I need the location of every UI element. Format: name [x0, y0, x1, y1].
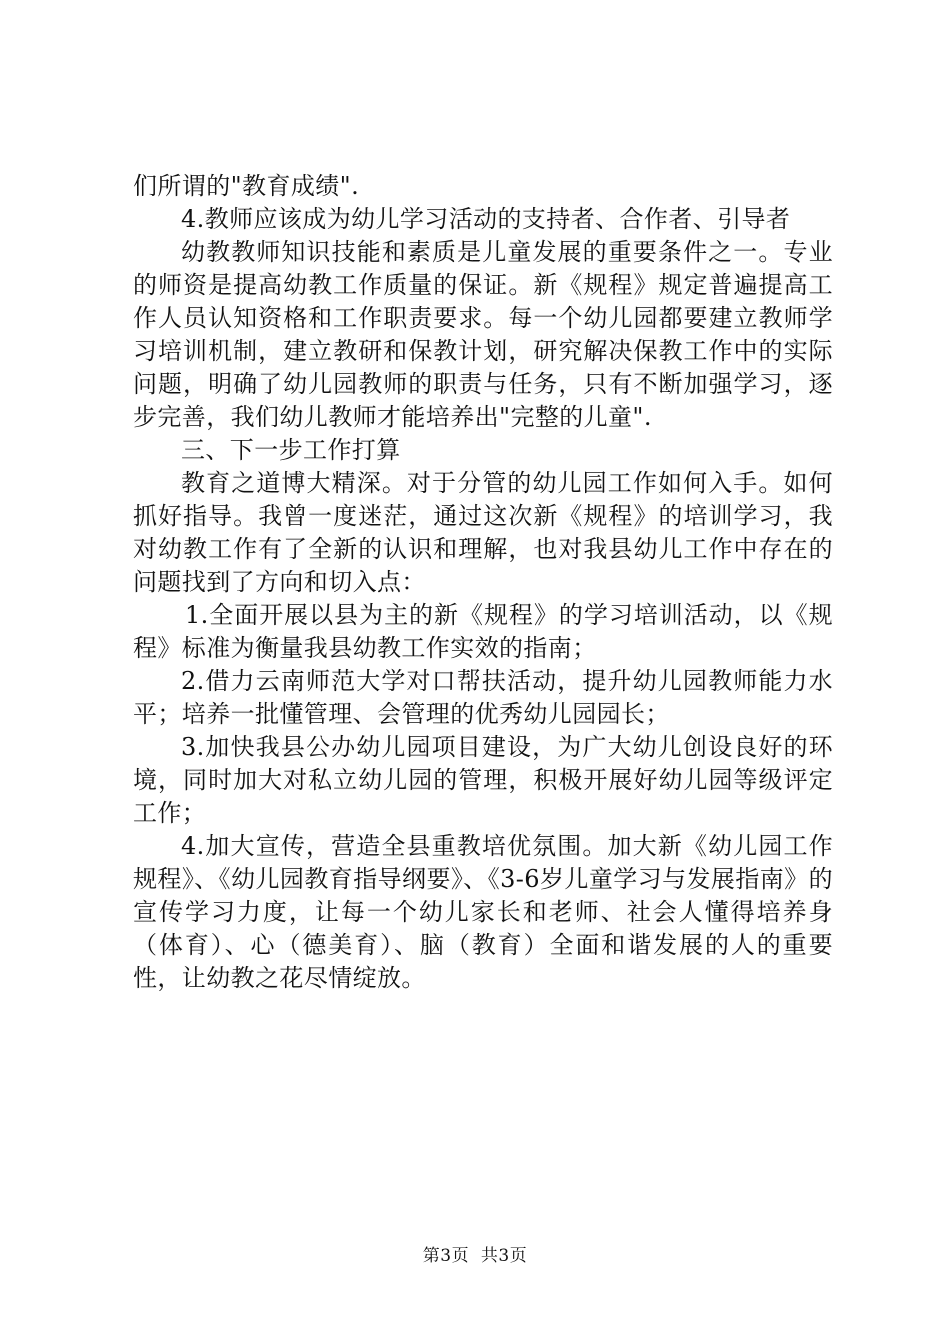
- paragraph-next-steps-intro: 教育之道博大精深。对于分管的幼儿园工作如何入手。如何抓好指导。我曾一度迷茫，通过这次新《规程》的培训学习，我对幼教工作有了全新的认识和理解，也对我县幼儿工作中存在的问题找到了方向和切入点：: [133, 469, 833, 596]
- list-item-2: 2.借力云南师范大学对口帮扶活动，提升幼儿园教师能力水平；培养一批懂管理、会管理的优秀幼儿园园长；: [133, 667, 833, 728]
- list-item-4: 4.加大宣传，营造全县重教培优氛围。加大新《幼儿园工作规程》、《幼儿园教育指导纲要》、《3-6岁儿童学习与发展指南》的宣传学习力度，让每一个幼儿家长和老师、社会人懂得培养身（体育）、心（德美育）、脑（教育）全面和谐发展的人的重要性，让幼教之花尽情绽放。: [133, 832, 833, 992]
- paragraph-continuation: 们所谓的"教育成绩".: [133, 172, 360, 200]
- paragraph-teacher-quality: 幼教教师知识技能和素质是儿童发展的重要条件之一。专业的师资是提高幼教工作质量的保证。新《规程》规定普遍提高工作人员认知资格和工作职责要求。每一个幼儿园都要建立教师学习培训机制，建立教研和保教计划，研究解决保教工作中的实际问题，明确了幼儿园教师的职责与任务，只有不断加强学习，逐步完善，我们幼儿教师才能培养出"完整的儿童".: [133, 238, 833, 431]
- document-body: [133, 170, 833, 995]
- page-number-label: 第3页 共3页: [422, 1246, 528, 1266]
- page-footer: [0, 1245, 950, 1267]
- paragraph-item-4-heading: 4.教师应该成为幼儿学习活动的支持者、合作者、引导者: [181, 205, 791, 233]
- section-heading-next-steps: 三、下一步工作打算: [181, 436, 401, 464]
- list-item-1: 1.全面开展以县为主的新《规程》的学习培训活动，以《规程》标准为衡量我县幼教工作实效的指南；: [133, 601, 833, 662]
- list-item-3: 3.加快我县公办幼儿园项目建设，为广大幼儿创设良好的环境，同时加大对私立幼儿园的管理，积极开展好幼儿园等级评定工作；: [133, 733, 833, 827]
